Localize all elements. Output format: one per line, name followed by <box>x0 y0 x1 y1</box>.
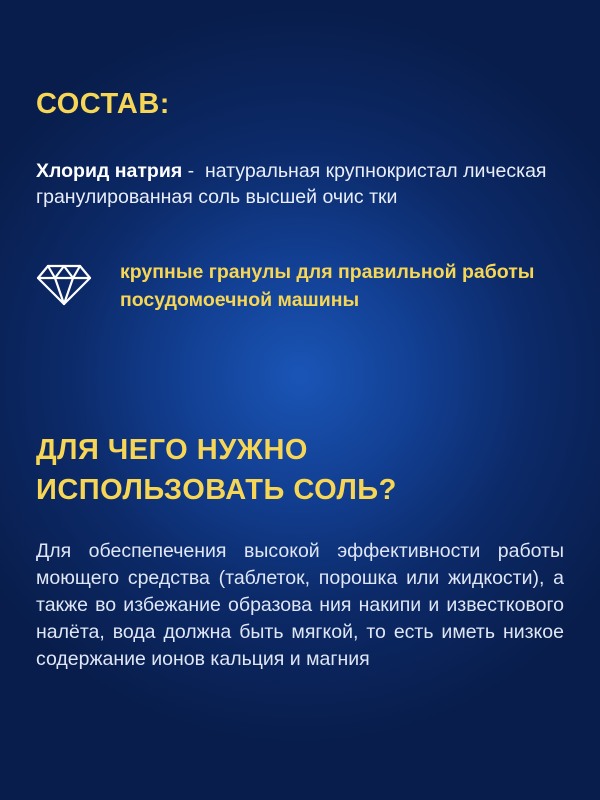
composition-text <box>36 158 566 210</box>
ingredient-separator: - <box>182 160 205 182</box>
feature-text: крупные гранулы для правильной работы посудомоечной машины <box>120 261 535 311</box>
feature-item <box>36 258 576 318</box>
ingredient-description: натуральная крупнокристал лическая гранулированная соль высшей очис тки <box>36 160 547 208</box>
diamond-icon <box>36 264 92 306</box>
ingredient-name: Хлорид натрия <box>36 160 183 182</box>
composition-heading: СОСТАВ: <box>36 88 170 120</box>
usage-heading: ДЛЯ ЧЕГО НУЖНО ИСПОЛЬЗОВАТЬ СОЛЬ? <box>36 434 397 506</box>
usage-text: Для обеспепечения высокой эффективности работы моющего средства (таблеток, порошка или жидкости), а также во избежание образова ния накипи и известкового налёта, вода должна быть мягкой, то есть иметь низкое содержание ионов кальция и магния <box>36 540 564 670</box>
